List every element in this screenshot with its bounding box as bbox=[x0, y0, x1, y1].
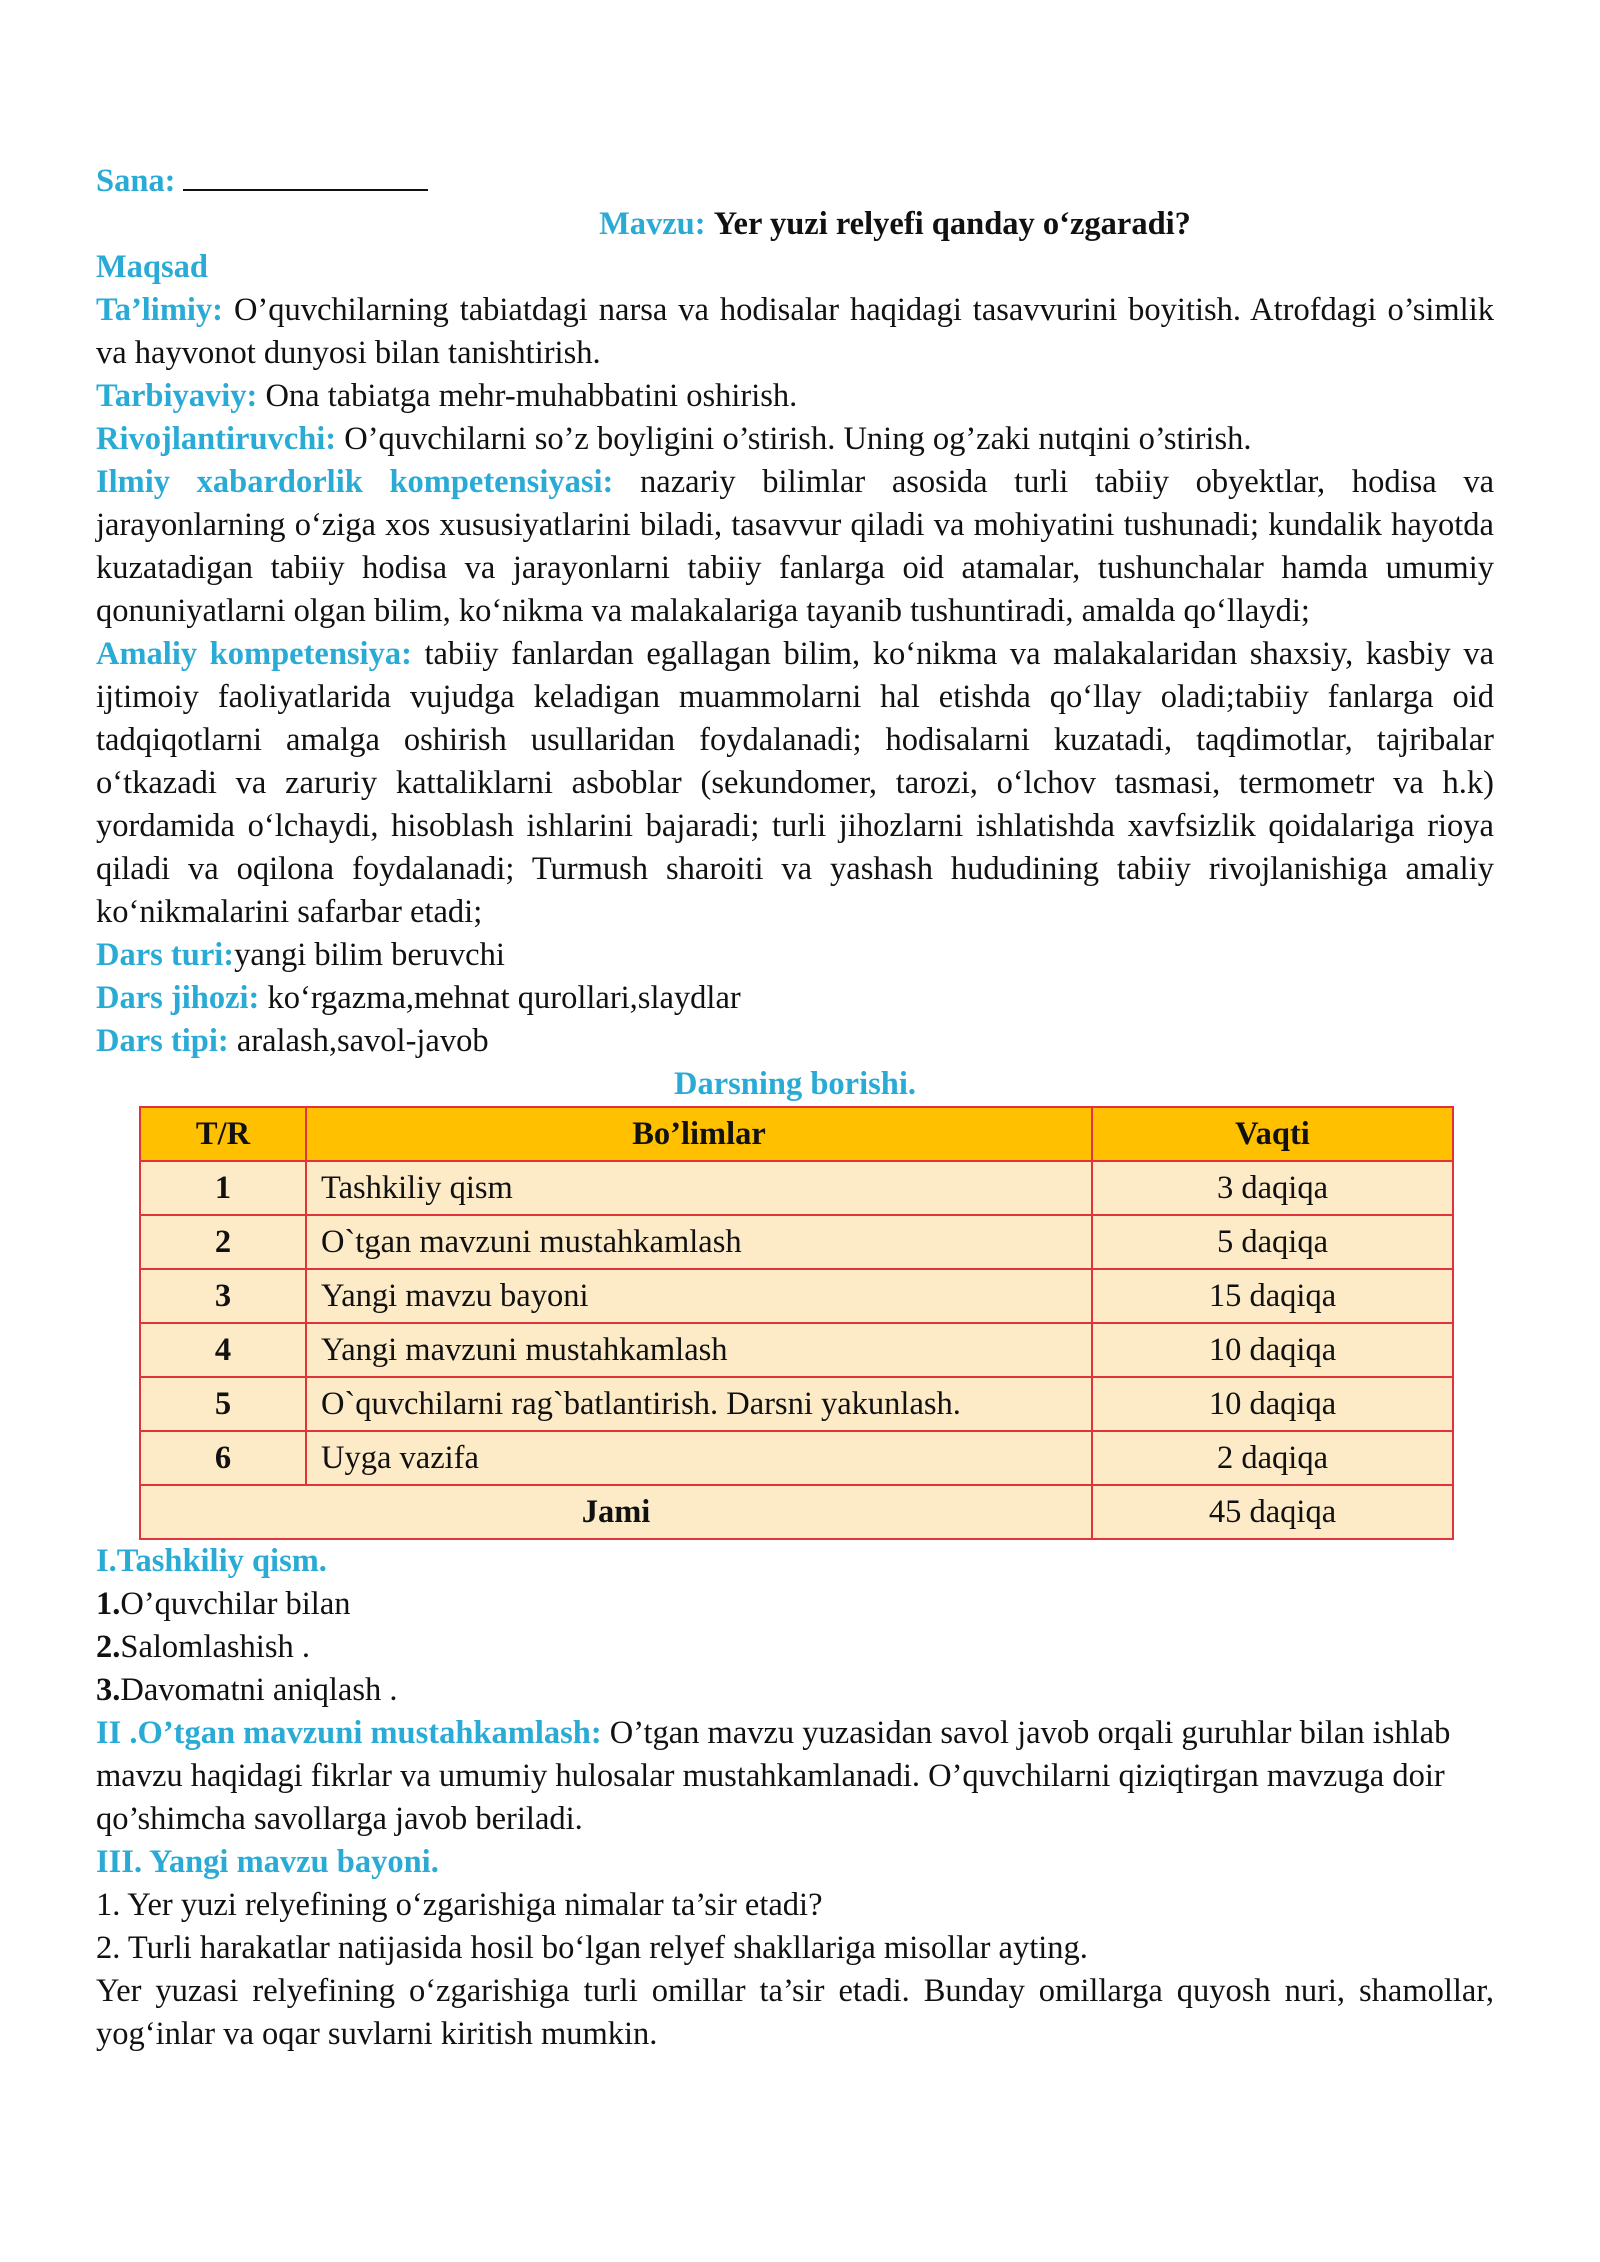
part1-item-text: O’quvchilar bilan bbox=[120, 1586, 351, 1622]
row-time: 5 daqiqa bbox=[1092, 1215, 1453, 1269]
part1-item-num: 2. bbox=[96, 1629, 121, 1665]
part2-heading: II .O’tgan mavzuni mustahkamlash: bbox=[96, 1715, 602, 1751]
row-section: Tashkiliy qism bbox=[306, 1161, 1092, 1215]
header-time: Vaqti bbox=[1092, 1107, 1453, 1161]
part1-item bbox=[96, 1626, 1494, 1669]
row-number: 3 bbox=[140, 1269, 306, 1323]
practical-competence bbox=[96, 633, 1494, 934]
part2-text: O’tgan mavzu yuzasidan savol javob orqali guruhlar bilan ishlab mavzu haqidagi fikrlar va umumiy hulosalar mustahkamlanadi. O’quvchilarni qiziqtirgan mavzuga doir qo’shimcha savollarga javob beriladi. bbox=[96, 1715, 1451, 1837]
goals-heading bbox=[96, 246, 1494, 289]
row-section: O`tgan mavzuni mustahkamlash bbox=[306, 1215, 1092, 1269]
table-header-row bbox=[140, 1107, 1453, 1161]
row-time: 10 daqiqa bbox=[1092, 1323, 1453, 1377]
part3-question-1: 1. Yer yuzi relyefining o‘zgarishiga nimalar ta’sir etadi? bbox=[96, 1887, 823, 1923]
row-section: Yangi mavzu bayoni bbox=[306, 1269, 1092, 1323]
topic-title: Yer yuzi relyefi qanday o‘zgaradi? bbox=[713, 206, 1191, 242]
row-section: O`quvchilarni rag`batlantirish. Darsni yakunlash. bbox=[306, 1377, 1092, 1431]
developmental-label: Rivojlantiruvchi: bbox=[96, 421, 337, 457]
plan-heading bbox=[96, 1063, 1494, 1106]
goals-heading-text: Maqsad bbox=[96, 249, 208, 285]
science-text: nazariy bilimlar asosida turli tabiiy obyektlar, hodisa va jarayonlarning o‘ziga xos xususiyatlarini biladi, tasavvur qiladi va mohiyatini tushunadi; kundalik hayotda kuzatadigan tabiiy hodisa va jarayonlarni tabiiy fanlarga oid atamalar, tushunchalar hamda umumiy qonuniyatlarni olgan bilim, ko‘nikma va malakalariga tayanib tushuntiradi, amalda qo‘llaydi; bbox=[96, 464, 1494, 629]
row-time: 10 daqiqa bbox=[1092, 1377, 1453, 1431]
developmental-text: O’quvchilarni so’z boyligini o’stirish. Uning og’zaki nutqini o’stirish. bbox=[344, 421, 1252, 457]
row-time: 2 daqiqa bbox=[1092, 1431, 1453, 1485]
table-row bbox=[140, 1377, 1453, 1431]
header-sections: Bo’limlar bbox=[306, 1107, 1092, 1161]
part1-heading bbox=[96, 1540, 1494, 1583]
lesson-type-label: Dars turi: bbox=[96, 937, 235, 973]
topic-line bbox=[96, 203, 1494, 246]
table-row bbox=[140, 1161, 1453, 1215]
row-time: 15 daqiqa bbox=[1092, 1269, 1453, 1323]
row-number: 5 bbox=[140, 1377, 306, 1431]
part1-item-num: 3. bbox=[96, 1672, 121, 1708]
plan-heading-text: Darsning borishi. bbox=[673, 1066, 916, 1102]
part3-heading-text: III. Yangi mavzu bayoni. bbox=[96, 1844, 439, 1880]
part1-item-text: Salomlashish . bbox=[120, 1629, 310, 1665]
kind-text: aralash,savol-javob bbox=[236, 1023, 489, 1059]
upbringing-goal bbox=[96, 375, 1494, 418]
table-row bbox=[140, 1269, 1453, 1323]
part3-text: Yer yuzasi relyefining o‘zgarishiga turli omillar ta’sir etadi. Bunday omillarga quyosh nuri, shamollar, yog‘inlar va oqar suvlarni kiritish mumkin. bbox=[96, 1973, 1494, 2052]
lesson-plan-table bbox=[139, 1106, 1454, 1540]
equipment-label: Dars jihozi: bbox=[96, 980, 260, 1016]
part3-heading bbox=[96, 1841, 1494, 1884]
equipment-text: ko‘rgazma,mehnat qurollari,slaydlar bbox=[267, 980, 741, 1016]
part1-item-text: Davomatni aniqlash . bbox=[120, 1672, 398, 1708]
part1-item bbox=[96, 1583, 1494, 1626]
lesson-type-text: yangi bilim beruvchi bbox=[234, 937, 505, 973]
lesson-equipment bbox=[96, 977, 1494, 1020]
lesson-plan-page bbox=[96, 160, 1494, 2056]
part1-item-num: 1. bbox=[96, 1586, 121, 1622]
total-label: Jami bbox=[140, 1485, 1092, 1539]
science-competence bbox=[96, 461, 1494, 633]
educational-text: O’quvchilarning tabiatdagi narsa va hodisalar haqidagi tasavvurini boyitish. Atrofdagi o’simlik va hayvonot dunyosi bilan tanishtirish. bbox=[96, 292, 1494, 371]
developmental-goal bbox=[96, 418, 1494, 461]
part1-item bbox=[96, 1669, 1494, 1712]
date-line bbox=[96, 160, 1494, 203]
date-blank[interactable] bbox=[183, 163, 428, 191]
row-number: 4 bbox=[140, 1323, 306, 1377]
header-number: T/R bbox=[140, 1107, 306, 1161]
lesson-type bbox=[96, 934, 1494, 977]
educational-goal bbox=[96, 289, 1494, 375]
row-section: Uyga vazifa bbox=[306, 1431, 1092, 1485]
upbringing-label: Tarbiyaviy: bbox=[96, 378, 258, 414]
table-row bbox=[140, 1215, 1453, 1269]
practical-text: tabiiy fanlardan egallagan bilim, ko‘nikma va malakalaridan shaxsiy, kasbiy va ijtimoiy faoliyatlarida vujudga keladigan muammolarni hal etishda qo‘llay oladi;tabiiy fanlarga oid tadqiqotlarni amalga oshirish usullaridan foydalanadi; hodisalarni kuzatadi, taqdimotlar, tajribalar o‘tkazadi va zaruriy kattaliklarni asboblar (sekundomer, tarozi, o‘lchov tasmasi, termometr va h.k) yordamida o‘lchaydi, hisoblash ishlarini bajaradi; turli jihozlarni ishlatishda xavfsizlik qoidalariga rioya qiladi va oqilona foydalanadi; Turmush sharoiti va yashash hududining tabiiy rivojlanishiga amaliy ko‘nikmalarini safarbar etadi; bbox=[96, 636, 1494, 930]
educational-label: Ta’limiy: bbox=[96, 292, 224, 328]
row-number: 2 bbox=[140, 1215, 306, 1269]
part1-heading-text: I.Tashkiliy qism. bbox=[96, 1543, 327, 1579]
part3-question-2: 2. Turli harakatlar natijasida hosil bo‘lgan relyef shakllariga misollar ayting. bbox=[96, 1930, 1088, 1966]
kind-label: Dars tipi: bbox=[96, 1023, 229, 1059]
row-number: 6 bbox=[140, 1431, 306, 1485]
lesson-kind bbox=[96, 1020, 1494, 1063]
practical-label: Amaliy kompetensiya: bbox=[96, 636, 412, 672]
date-label: Sana: bbox=[96, 163, 176, 199]
row-section: Yangi mavzuni mustahkamlash bbox=[306, 1323, 1092, 1377]
upbringing-text: Ona tabiatga mehr-muhabbatini oshirish. bbox=[265, 378, 798, 414]
topic-label: Mavzu: bbox=[599, 206, 706, 242]
part2 bbox=[96, 1712, 1494, 1841]
table-row bbox=[140, 1431, 1453, 1485]
table-total-row bbox=[140, 1485, 1453, 1539]
science-label: Ilmiy xabardorlik kompetensiyasi: bbox=[96, 464, 614, 500]
row-number: 1 bbox=[140, 1161, 306, 1215]
table-row bbox=[140, 1323, 1453, 1377]
row-time: 3 daqiqa bbox=[1092, 1161, 1453, 1215]
total-time: 45 daqiqa bbox=[1092, 1485, 1453, 1539]
